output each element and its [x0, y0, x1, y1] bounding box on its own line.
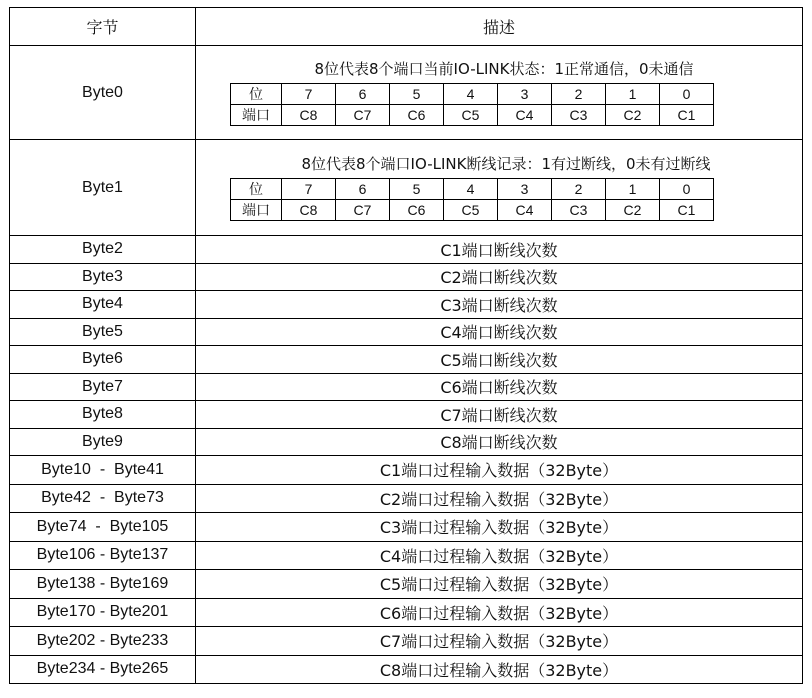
bit-cell: 7 [282, 84, 336, 105]
byte-cell: Byte6 [10, 346, 196, 374]
byte-range-cell: Byte74 - Byte105 [10, 513, 196, 542]
bit-cell: 5 [390, 84, 444, 105]
bit-cell: 4 [444, 84, 498, 105]
byte-cell: Byte9 [10, 428, 196, 456]
port-cell: C4 [498, 200, 552, 221]
table-row [10, 373, 803, 401]
byte-cell: Byte1 [10, 140, 196, 236]
desc-title: 8位代表8个端口IO-LINK断线记录：1有过断线，0未有过断线 [301, 155, 711, 173]
port-cell: C5 [444, 200, 498, 221]
desc-cell: C5端口过程输入数据（32Byte） [196, 570, 803, 599]
desc-cell: C2端口断线次数 [196, 263, 803, 291]
desc-cell: C7端口断线次数 [196, 401, 803, 429]
table-row [10, 263, 803, 291]
table-row [10, 428, 803, 456]
byte-map-table [9, 7, 803, 684]
table-row [10, 598, 803, 627]
port-cell: C1 [660, 200, 714, 221]
table-row [10, 456, 803, 485]
byte-cell: Byte5 [10, 318, 196, 346]
byte-cell: Byte3 [10, 263, 196, 291]
table-row [10, 346, 803, 374]
table-row [10, 655, 803, 684]
byte-cell: Byte8 [10, 401, 196, 429]
desc-cell: C5端口断线次数 [196, 346, 803, 374]
desc-cell: C1端口断线次数 [196, 236, 803, 264]
desc-cell: C2端口过程输入数据（32Byte） [196, 484, 803, 513]
byte-cell: Byte2 [10, 236, 196, 264]
table-row [10, 46, 803, 140]
byte-range-cell: Byte170 - Byte201 [10, 598, 196, 627]
port-row [231, 105, 714, 126]
port-cell: C4 [498, 105, 552, 126]
byte-range-cell: Byte234 - Byte265 [10, 655, 196, 684]
bit-cell: 1 [606, 84, 660, 105]
desc-cell: C3端口断线次数 [196, 291, 803, 319]
bit-row [231, 179, 714, 200]
table-row [10, 401, 803, 429]
desc-cell: C8端口过程输入数据（32Byte） [196, 655, 803, 684]
desc-cell: C7端口过程输入数据（32Byte） [196, 627, 803, 656]
table-row [10, 291, 803, 319]
byte-range-cell: Byte138 - Byte169 [10, 570, 196, 599]
bit-label: 位 [231, 84, 282, 105]
table-row [10, 570, 803, 599]
bit-cell: 2 [552, 84, 606, 105]
table-row [10, 318, 803, 346]
port-label: 端口 [231, 200, 282, 221]
bit-cell: 6 [336, 179, 390, 200]
bit-cell: 1 [606, 179, 660, 200]
bit-table [230, 178, 714, 221]
port-label: 端口 [231, 105, 282, 126]
bit-cell: 2 [552, 179, 606, 200]
table-row [10, 541, 803, 570]
bit-cell: 5 [390, 179, 444, 200]
bit-cell: 6 [336, 84, 390, 105]
desc-cell [196, 46, 803, 140]
table-row [10, 484, 803, 513]
bit-cell: 0 [660, 84, 714, 105]
table-header-row [10, 8, 803, 46]
port-cell: C2 [606, 200, 660, 221]
desc-cell: C3端口过程输入数据（32Byte） [196, 513, 803, 542]
byte-cell: Byte0 [10, 46, 196, 140]
bit-table [230, 83, 714, 126]
port-row [231, 200, 714, 221]
bit-cell: 4 [444, 179, 498, 200]
byte-cell: Byte4 [10, 291, 196, 319]
byte-cell: Byte7 [10, 373, 196, 401]
port-cell: C2 [606, 105, 660, 126]
desc-cell: C6端口断线次数 [196, 373, 803, 401]
desc-cell: C4端口断线次数 [196, 318, 803, 346]
byte-range-cell: Byte42 - Byte73 [10, 484, 196, 513]
byte-range-cell: Byte106 - Byte137 [10, 541, 196, 570]
desc-cell: C8端口断线次数 [196, 428, 803, 456]
table-row [10, 513, 803, 542]
header-byte: 字节 [10, 8, 196, 46]
bit-label: 位 [231, 179, 282, 200]
table-row [10, 140, 803, 236]
bit-row [231, 84, 714, 105]
port-cell: C5 [444, 105, 498, 126]
bit-cell: 7 [282, 179, 336, 200]
desc-cell: C6端口过程输入数据（32Byte） [196, 598, 803, 627]
port-cell: C3 [552, 200, 606, 221]
bit-cell: 3 [498, 84, 552, 105]
desc-cell: C4端口过程输入数据（32Byte） [196, 541, 803, 570]
port-cell: C7 [336, 105, 390, 126]
port-cell: C8 [282, 105, 336, 126]
port-cell: C6 [390, 200, 444, 221]
port-cell: C8 [282, 200, 336, 221]
port-cell: C6 [390, 105, 444, 126]
port-cell: C1 [660, 105, 714, 126]
port-cell: C3 [552, 105, 606, 126]
table-row [10, 236, 803, 264]
desc-cell: C1端口过程输入数据（32Byte） [196, 456, 803, 485]
desc-cell [196, 140, 803, 236]
byte-range-cell: Byte202 - Byte233 [10, 627, 196, 656]
desc-title: 8位代表8个端口当前IO-LINK状态：1正常通信，0未通信 [314, 60, 694, 78]
bit-cell: 0 [660, 179, 714, 200]
byte-range-cell: Byte10 - Byte41 [10, 456, 196, 485]
bit-cell: 3 [498, 179, 552, 200]
table-row [10, 627, 803, 656]
header-description: 描述 [196, 8, 803, 46]
port-cell: C7 [336, 200, 390, 221]
